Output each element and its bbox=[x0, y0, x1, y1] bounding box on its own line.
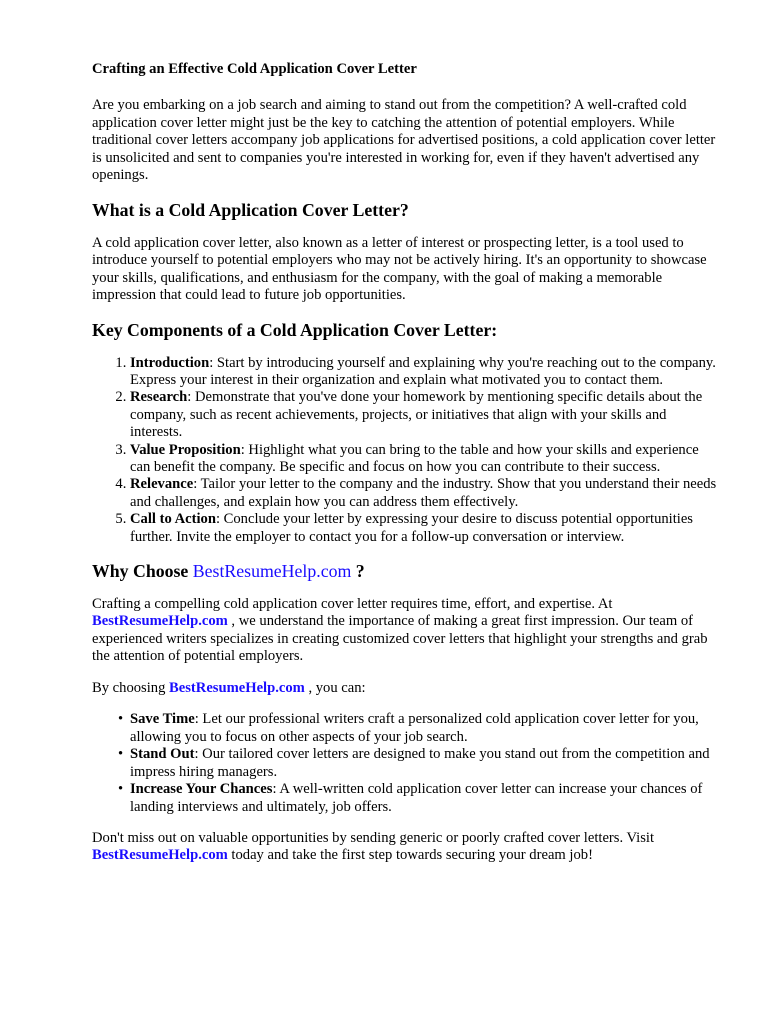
choosing-paragraph bbox=[92, 680, 722, 698]
site-link[interactable]: BestResumeHelp.com bbox=[92, 613, 228, 630]
item-text: : Let our professional writers craft a personalized cold application cover letter for you, allowing you to focus on other aspects of your job search. bbox=[130, 711, 699, 745]
bullet-icon: • bbox=[118, 746, 124, 763]
intro-paragraph: Are you embarking on a job search and aiming to stand out from the competition? A well-crafted cold application cover letter might just be the key to catching the attention of potential employers. While traditional cover letters accompany job applications for advertised positions, a cold application cover letter is unsolicited and sent to companies you're interested in working for, even if they haven't advertised any openings. bbox=[92, 97, 716, 183]
list-item bbox=[118, 746, 722, 781]
item-text: : Start by introducing yourself and explaining why you're reaching out to the company. Express your interest in their organization and explain what motivated you to contact them. bbox=[130, 354, 716, 388]
heading-prefix: Why Choose bbox=[92, 560, 193, 581]
list-item bbox=[130, 355, 722, 390]
site-link[interactable]: BestResumeHelp.com bbox=[169, 679, 305, 696]
why-paragraph bbox=[92, 596, 722, 666]
section-heading-why-choose bbox=[92, 560, 722, 582]
benefits-list bbox=[92, 711, 722, 815]
item-text: : Tailor your letter to the company and the industry. Show that you understand their needs and challenges, and explain how you can address them effectively. bbox=[130, 476, 717, 510]
list-item bbox=[130, 476, 722, 511]
text-span: By choosing bbox=[92, 679, 170, 696]
section-heading-what-is: What is a Cold Application Cover Letter? bbox=[92, 199, 409, 220]
item-text: : A well-written cold application cover letter can increase your chances of landing interviews and ultimately, job offers. bbox=[130, 781, 703, 815]
section-heading-key-components: Key Components of a Cold Application Cover Letter: bbox=[92, 319, 498, 340]
item-term: Relevance bbox=[130, 476, 194, 493]
closing-paragraph bbox=[92, 830, 722, 865]
item-text: : Demonstrate that you've done your homework by mentioning specific details about the company, such as recent achievements, projects, or initiatives that align with your skills and interests. bbox=[130, 389, 703, 441]
item-term: Call to Action bbox=[130, 511, 216, 528]
definition-paragraph: A cold application cover letter, also known as a letter of interest or prospecting letter, is a tool used to introduce yourself to potential employers who may not be actively hiring. It's an opportunity to showcase your skills, qualifications, and enthusiasm for the company, with the goal of making a memorable impression that could lead to future job opportunities. bbox=[92, 234, 707, 303]
item-text: : Our tailored cover letters are designed to make you stand out from the competition and impress hiring managers. bbox=[130, 746, 710, 780]
heading-link[interactable]: BestResumeHelp.com bbox=[192, 560, 352, 581]
text-span: , we understand the importance of making a great first impression. Our team of experienced writers specializes in creating customized cover letters that highlight your strengths and grab the attention of potential employers. bbox=[92, 613, 708, 665]
item-text: : Conclude your letter by expressing your desire to discuss potential opportunities further. Invite the employer to contact you for a follow-up conversation or interview. bbox=[130, 511, 693, 545]
item-term: Stand Out bbox=[130, 746, 195, 763]
list-item bbox=[130, 511, 722, 546]
bullet-icon: • bbox=[118, 781, 124, 798]
item-term: Value Proposition bbox=[130, 441, 241, 458]
text-span: today and take the first step towards securing your dream job! bbox=[227, 847, 593, 864]
item-term: Research bbox=[130, 389, 188, 406]
text-span: Crafting a compelling cold application cover letter requires time, effort, and expertise. At bbox=[92, 595, 613, 612]
document-title: Crafting an Effective Cold Application Cover Letter bbox=[92, 61, 417, 77]
item-term: Save Time bbox=[130, 711, 195, 728]
bullet-icon: • bbox=[118, 711, 124, 728]
list-item bbox=[118, 781, 722, 816]
site-link[interactable]: BestResumeHelp.com bbox=[92, 847, 228, 864]
item-term: Introduction bbox=[130, 354, 210, 371]
text-span: Don't miss out on valuable opportunities by sending generic or poorly crafted cover letters. Visit bbox=[92, 829, 655, 846]
list-item bbox=[118, 711, 722, 746]
components-list bbox=[92, 355, 722, 546]
item-term: Increase Your Chances bbox=[130, 781, 273, 798]
heading-suffix: ? bbox=[351, 560, 365, 581]
list-item bbox=[130, 389, 722, 441]
list-item bbox=[130, 442, 722, 477]
text-span: , you can: bbox=[304, 679, 366, 696]
item-text: : Highlight what you can bring to the table and how your skills and experience can benefit the company. Be specific and focus on how you can contribute to their success. bbox=[130, 441, 699, 475]
